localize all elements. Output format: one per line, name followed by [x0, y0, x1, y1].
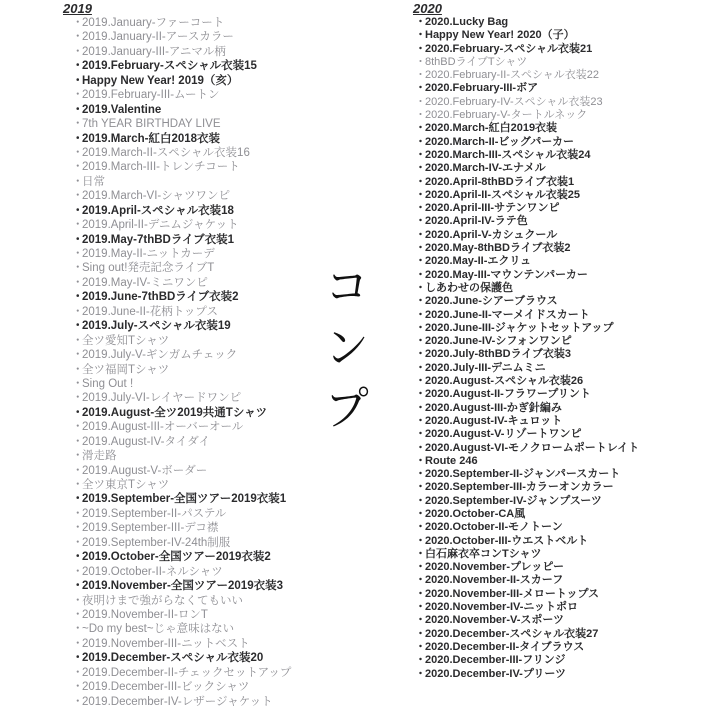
list-item-label: 2019.September-全国ツアー2019衣装1 — [82, 493, 287, 506]
list-item-label: 8thBDライブTシャツ — [425, 55, 528, 68]
bullet-icon: ・ — [415, 69, 426, 82]
list-item-label: 2020.March-IV-エナメル — [425, 162, 546, 175]
bullet-icon: ・ — [72, 608, 84, 621]
bullet-icon: ・ — [415, 308, 426, 321]
bullet-icon: ・ — [72, 637, 84, 650]
list-item-label: 2020.June-IV-シフォンワンピ — [425, 335, 572, 348]
bullet-icon: ・ — [415, 441, 426, 454]
list-item-label: 2019.April-II-デニムジャケット — [82, 219, 239, 232]
list-item — [415, 588, 713, 601]
list-item-label: Happy New Year! 2020（子） — [425, 29, 575, 42]
list-item-label: 2020.December-III-フリンジ — [425, 654, 566, 667]
bullet-icon: ・ — [72, 681, 84, 694]
list-item-label: 2020.July-III-デニムミニ — [425, 361, 546, 374]
bullet-icon: ・ — [72, 363, 84, 376]
list-item-label: 2019.July-VI-レイヤードワンピ — [82, 392, 242, 405]
list-item-label: 2020.November-V-スポーツ — [425, 614, 564, 627]
list-item — [72, 550, 403, 564]
bullet-icon: ・ — [415, 281, 426, 294]
list-item — [415, 362, 713, 375]
bullet-icon: ・ — [72, 161, 84, 174]
list-item-label: 2019.November-II-ロンT — [82, 608, 208, 621]
list-item — [415, 149, 713, 162]
list-item — [72, 695, 403, 709]
list-item-label: 2019.December-III-ビックシャツ — [82, 681, 250, 694]
list-item — [415, 508, 713, 521]
list-item-label: 2019.June-II-花柄トップス — [82, 305, 218, 318]
bullet-icon: ・ — [72, 334, 84, 347]
list-item-label: 2019.July-スペシャル衣装19 — [82, 320, 231, 333]
list-item — [72, 247, 403, 261]
bullet-icon: ・ — [415, 534, 426, 547]
bullet-icon: ・ — [72, 594, 84, 607]
list-item-label: Route 246 — [425, 454, 478, 467]
list-item — [72, 608, 403, 622]
bullet-icon: ・ — [72, 262, 84, 275]
list-item-label: 2020.June-III-ジャケットセットアップ — [425, 321, 614, 334]
list-item-label: 2020.February-IV-スペシャル衣装23 — [425, 95, 603, 108]
list-item — [415, 96, 713, 109]
list-item — [415, 109, 713, 122]
list-item — [415, 428, 713, 441]
list-item-label: 2020.May-III-マウンテンパーカー — [425, 268, 588, 281]
bullet-icon: ・ — [72, 349, 84, 362]
list-item — [415, 455, 713, 468]
list-item-label: 2019.May-IV-ミニワンピ — [82, 276, 208, 289]
bullet-icon: ・ — [415, 574, 426, 587]
bullet-icon: ・ — [72, 219, 84, 232]
list-item — [72, 160, 403, 174]
bullet-icon: ・ — [72, 175, 84, 188]
bullet-icon: ・ — [72, 45, 84, 58]
list-item-label: 日常 — [82, 175, 105, 188]
list-item — [415, 415, 713, 428]
list-item-label: 2019.November-III-ニットベスト — [82, 637, 250, 650]
list-item — [72, 680, 403, 694]
bullet-icon: ・ — [72, 132, 84, 145]
list-item — [415, 348, 713, 361]
list-item — [415, 215, 713, 228]
list-item-label: 2020.November-IV-ニットポロ — [425, 601, 578, 614]
list-item — [415, 574, 713, 587]
bullet-icon: ・ — [72, 204, 84, 217]
bullet-icon: ・ — [415, 428, 426, 441]
bullet-icon: ・ — [72, 190, 84, 203]
bullet-icon: ・ — [415, 601, 426, 614]
list-item-label: 2020.April-II-スペシャル衣装25 — [425, 188, 581, 201]
list-item-label: 2019.July-V-ギンガムチェック — [82, 349, 238, 362]
list-item-label: 2020.December-スペシャル衣装27 — [425, 627, 599, 640]
bullet-icon: ・ — [72, 276, 84, 289]
costume-list-2020 — [413, 16, 713, 681]
bullet-icon: ・ — [72, 623, 84, 636]
bullet-icon: ・ — [72, 291, 84, 304]
list-item-label: 2020.August-VI-モノクロームポートレイト — [425, 441, 640, 454]
list-item — [72, 103, 403, 117]
bullet-icon: ・ — [415, 122, 426, 135]
list-item-label: 2020.November-プレッピー — [425, 561, 564, 574]
bullet-icon: ・ — [415, 95, 426, 108]
list-item — [72, 30, 403, 44]
bullet-icon: ・ — [415, 202, 426, 215]
bullet-icon: ・ — [72, 17, 84, 29]
list-item-label: 2020.August-スペシャル衣装26 — [425, 375, 584, 388]
bullet-icon: ・ — [415, 242, 426, 255]
list-item — [415, 668, 713, 681]
list-item — [415, 468, 713, 481]
bullet-icon: ・ — [415, 627, 426, 640]
list-item — [415, 322, 713, 335]
list-item-label: 2020.May-II-エクリュ — [425, 255, 532, 268]
list-item — [415, 162, 713, 175]
list-item-label: 2020.March-III-スペシャル衣装24 — [425, 148, 591, 161]
bullet-icon: ・ — [415, 162, 426, 175]
list-item-label: 2020.December-IV-プリーツ — [425, 667, 566, 680]
bullet-icon: ・ — [415, 494, 426, 507]
bullet-icon: ・ — [415, 82, 426, 95]
list-item — [415, 229, 713, 242]
list-item — [72, 478, 403, 492]
bullet-icon: ・ — [415, 640, 426, 653]
bullet-icon: ・ — [415, 135, 426, 148]
list-item-label: 2019.October-II-ネルシャツ — [82, 565, 223, 578]
list-item — [415, 548, 713, 561]
list-item — [72, 651, 403, 665]
list-item-label: 2020.October-CA風 — [425, 507, 526, 520]
list-item — [415, 122, 713, 135]
bullet-icon: ・ — [415, 215, 426, 228]
bullet-icon: ・ — [415, 454, 426, 467]
list-item-label: Sing Out ! — [82, 377, 134, 390]
list-item-label: 2019.March-III-トレンチコート — [82, 161, 240, 174]
bullet-icon: ・ — [415, 55, 426, 68]
list-item-label: 2020.April-IV-ラテ色 — [425, 215, 528, 228]
bullet-icon: ・ — [415, 614, 426, 627]
list-item-label: 2019.February-III-ムートン — [82, 89, 220, 102]
list-item — [72, 622, 403, 636]
list-item — [72, 464, 403, 478]
list-item — [415, 309, 713, 322]
list-item-label: 2020.November-III-メロートップス — [425, 587, 600, 600]
list-item-label: 2020.Lucky Bag — [425, 16, 509, 28]
list-item — [415, 628, 713, 641]
list-item-label: 2019.March-VI-シャツワンピ — [82, 190, 231, 203]
bullet-icon: ・ — [415, 507, 426, 520]
bullet-icon: ・ — [72, 652, 84, 665]
list-item — [72, 233, 403, 247]
list-item-label: 2019.August-全ツ2019共通Tシャツ — [82, 406, 268, 419]
bullet-icon: ・ — [72, 565, 84, 578]
list-item — [415, 335, 713, 348]
list-item — [415, 29, 713, 42]
list-item-label: 2020.September-IV-ジャンプスーツ — [425, 494, 602, 507]
list-item — [72, 218, 403, 232]
year-column-2020 — [413, 2, 713, 681]
bullet-icon: ・ — [415, 667, 426, 680]
bullet-icon: ・ — [415, 547, 426, 560]
bullet-icon: ・ — [72, 695, 84, 708]
bullet-icon: ・ — [415, 401, 426, 414]
list-item-label: 2019.February-スペシャル衣装15 — [82, 60, 257, 73]
bullet-icon: ・ — [415, 521, 426, 534]
list-item-label: 2019.December-スペシャル衣装20 — [82, 652, 264, 665]
list-item — [72, 132, 403, 146]
list-item-label: 7th YEAR BIRTHDAY LIVE — [82, 118, 221, 131]
list-item — [415, 535, 713, 548]
list-item — [415, 521, 713, 534]
list-item-label: 2019.January-ファーコート — [82, 17, 225, 29]
bullet-icon: ・ — [415, 561, 426, 574]
list-item — [415, 654, 713, 667]
bullet-icon: ・ — [415, 148, 426, 161]
bullet-icon: ・ — [415, 321, 426, 334]
bullet-icon: ・ — [415, 388, 426, 401]
bullet-icon: ・ — [72, 479, 84, 491]
list-item — [415, 442, 713, 455]
list-item-label: 2019.September-II-パステル — [82, 507, 227, 520]
bullet-icon: ・ — [415, 375, 426, 388]
list-item-label: 2020.August-II-フラワープリント — [425, 388, 591, 401]
bullet-icon: ・ — [415, 188, 426, 201]
bullet-icon: ・ — [72, 551, 84, 564]
list-item-label: 2020.August-IV-キュロット — [425, 414, 563, 427]
bullet-icon: ・ — [72, 146, 84, 159]
list-item-label: 2020.June-シアーブラウス — [425, 295, 558, 308]
list-item — [415, 375, 713, 388]
list-item-label: 2020.September-III-カラーオンカラー — [425, 481, 614, 494]
list-item-label: 2019.August-IV-タイダイ — [82, 435, 211, 448]
bullet-icon: ・ — [415, 335, 426, 348]
bullet-icon: ・ — [72, 464, 84, 477]
list-item-label: ~Do my best~じゃ意味はない — [82, 623, 235, 636]
bullet-icon: ・ — [72, 536, 84, 549]
vertical-caption: コンプ — [317, 262, 371, 445]
list-item-label: 2020.September-II-ジャンパースカート — [425, 468, 621, 481]
list-item-label: 2020.February-III-ボア — [425, 82, 539, 95]
list-item-label: Happy New Year! 2019（亥） — [82, 74, 239, 87]
list-item — [415, 269, 713, 282]
bullet-icon: ・ — [415, 481, 426, 494]
column-header-2020: 2020 — [413, 1, 442, 16]
bullet-icon: ・ — [415, 468, 426, 481]
list-item-label: 2020.April-8thBDライブ衣装1 — [425, 175, 575, 188]
bullet-icon: ・ — [72, 421, 84, 434]
list-item-label: 2020.February-スペシャル衣装21 — [425, 42, 593, 55]
list-item-label: 2019.May-II-ニットカーデ — [82, 248, 215, 260]
list-item-label: 全ツ福岡Tシャツ — [82, 363, 170, 376]
list-item — [72, 74, 403, 88]
list-item-label: 2020.March-II-ビッグパーカー — [425, 135, 575, 148]
bullet-icon: ・ — [72, 305, 84, 318]
list-item-label: 2019.March-紅白2018衣装 — [82, 132, 221, 145]
list-item-label: 2019.March-II-スペシャル衣装16 — [82, 146, 250, 159]
bullet-icon: ・ — [415, 414, 426, 427]
list-item — [415, 242, 713, 255]
list-item-label: 白石麻衣卒コンTシャツ — [425, 547, 542, 560]
list-item-label: 2019.January-III-アニマル柄 — [82, 45, 226, 58]
list-item-label: 2019.April-スペシャル衣装18 — [82, 204, 234, 217]
list-item-label: 2020.July-8thBDライブ衣装3 — [425, 348, 572, 361]
list-item-label: 2020.February-V-タートルネック — [425, 109, 588, 122]
bullet-icon: ・ — [72, 74, 84, 87]
list-item-label: 2019.January-II-アースカラー — [82, 31, 234, 44]
bullet-icon: ・ — [72, 248, 84, 260]
bullet-icon: ・ — [72, 580, 84, 593]
list-item-label: 2019.December-IV-レザージャケット — [82, 695, 273, 708]
list-item — [415, 69, 713, 82]
list-item — [415, 189, 713, 202]
list-item — [415, 614, 713, 627]
list-item-label: 2019.August-III-オーバーオール — [82, 421, 244, 434]
list-item-label: 2019.August-V-ボーダー — [82, 464, 208, 477]
bullet-icon: ・ — [72, 392, 84, 405]
bullet-icon: ・ — [72, 60, 84, 73]
bullet-icon: ・ — [72, 103, 84, 116]
list-item-label: 2019.September-III-デコ襟 — [82, 522, 219, 535]
bullet-icon: ・ — [72, 377, 84, 390]
bullet-icon: ・ — [72, 233, 84, 246]
list-item — [415, 641, 713, 654]
list-item-label: 2019.December-II-チェックセットアップ — [82, 666, 292, 679]
list-item — [415, 43, 713, 56]
list-item — [72, 492, 403, 506]
list-item — [415, 255, 713, 268]
list-item-label: 2020.February-II-スペシャル衣装22 — [425, 69, 599, 82]
list-item-label: 全ツ東京Tシャツ — [82, 479, 170, 491]
list-item — [415, 176, 713, 189]
list-item — [72, 146, 403, 160]
list-item — [72, 117, 403, 131]
list-item — [72, 88, 403, 102]
bullet-icon: ・ — [415, 42, 426, 55]
list-item — [72, 637, 403, 651]
bullet-icon: ・ — [415, 29, 426, 42]
bullet-icon: ・ — [415, 109, 426, 122]
list-item — [415, 82, 713, 95]
list-item — [72, 45, 403, 59]
list-item-label: 2020.August-III-かぎ針編み — [425, 401, 562, 414]
bullet-icon: ・ — [415, 348, 426, 361]
bullet-icon: ・ — [72, 666, 84, 679]
bullet-icon: ・ — [72, 435, 84, 448]
list-item — [415, 481, 713, 494]
bullet-icon: ・ — [415, 268, 426, 281]
list-item — [72, 175, 403, 189]
list-item-label: 2020.October-III-ウエストベルト — [425, 534, 589, 547]
bullet-icon: ・ — [415, 654, 426, 667]
list-item — [415, 16, 713, 29]
list-item — [72, 507, 403, 521]
list-item-label: 2020.November-II-スカーフ — [425, 574, 564, 587]
list-item — [415, 56, 713, 69]
list-item-label: 2020.March-紅白2019衣装 — [425, 122, 558, 135]
list-item — [72, 189, 403, 203]
list-item-label: 夜明けまで強がらなくてもいい — [82, 594, 243, 607]
bullet-icon: ・ — [72, 89, 84, 102]
list-item-label: 2020.October-II-モノトーン — [425, 521, 563, 534]
column-header-2019: 2019 — [63, 1, 92, 16]
list-item-label: 2019.May-7thBDライブ衣装1 — [82, 233, 235, 246]
bullet-icon: ・ — [415, 16, 426, 28]
list-item — [72, 594, 403, 608]
list-item-label: 2020.June-II-マーメイドスカート — [425, 308, 590, 321]
list-item-label: 2019.October-全国ツアー2019衣装2 — [82, 551, 271, 564]
list-item-label: 2020.May-8thBDライブ衣装2 — [425, 242, 571, 255]
list-item-label: 2020.April-V-カシュクール — [425, 228, 558, 241]
list-item — [72, 565, 403, 579]
list-item — [415, 601, 713, 614]
list-item — [415, 136, 713, 149]
list-item — [72, 449, 403, 463]
list-item-label: 2019.Valentine — [82, 103, 162, 116]
list-item — [72, 666, 403, 680]
list-item — [415, 561, 713, 574]
list-item-label: 2019.November-全国ツアー2019衣装3 — [82, 580, 283, 593]
bullet-icon: ・ — [72, 522, 84, 535]
bullet-icon: ・ — [415, 361, 426, 374]
list-item-label: 全ツ愛知Tシャツ — [82, 334, 170, 347]
list-item — [415, 282, 713, 295]
list-item — [72, 59, 403, 73]
list-item — [72, 579, 403, 593]
bullet-icon: ・ — [415, 587, 426, 600]
list-item-label: 2020.December-II-タイブラウス — [425, 640, 585, 653]
list-item-label: 2020.April-III-サテンワンピ — [425, 202, 560, 215]
list-item-label: 2019.June-7thBDライブ衣装2 — [82, 291, 239, 304]
list-item — [72, 204, 403, 218]
list-item-label: Sing out!発売記念ライブT — [82, 262, 215, 275]
list-item-label: 2019.September-IV-24th制服 — [82, 536, 231, 549]
list-item — [72, 521, 403, 535]
bullet-icon: ・ — [72, 507, 84, 520]
bullet-icon: ・ — [72, 450, 84, 463]
list-item — [415, 202, 713, 215]
bullet-icon: ・ — [72, 31, 84, 44]
list-item-label: 滑走路 — [82, 450, 117, 463]
bullet-icon: ・ — [72, 320, 84, 333]
list-item — [415, 495, 713, 508]
bullet-icon: ・ — [415, 295, 426, 308]
bullet-icon: ・ — [415, 255, 426, 268]
list-item — [72, 536, 403, 550]
list-item — [415, 388, 713, 401]
list-item — [72, 16, 403, 30]
list-item — [415, 295, 713, 308]
list-item-label: しあわせの保護色 — [425, 281, 513, 294]
bullet-icon: ・ — [72, 118, 84, 131]
bullet-icon: ・ — [415, 228, 426, 241]
list-item-label: 2020.August-V-リゾートワンピ — [425, 428, 582, 441]
bullet-icon: ・ — [415, 175, 426, 188]
list-item — [415, 402, 713, 415]
bullet-icon: ・ — [72, 493, 84, 506]
bullet-icon: ・ — [72, 406, 84, 419]
